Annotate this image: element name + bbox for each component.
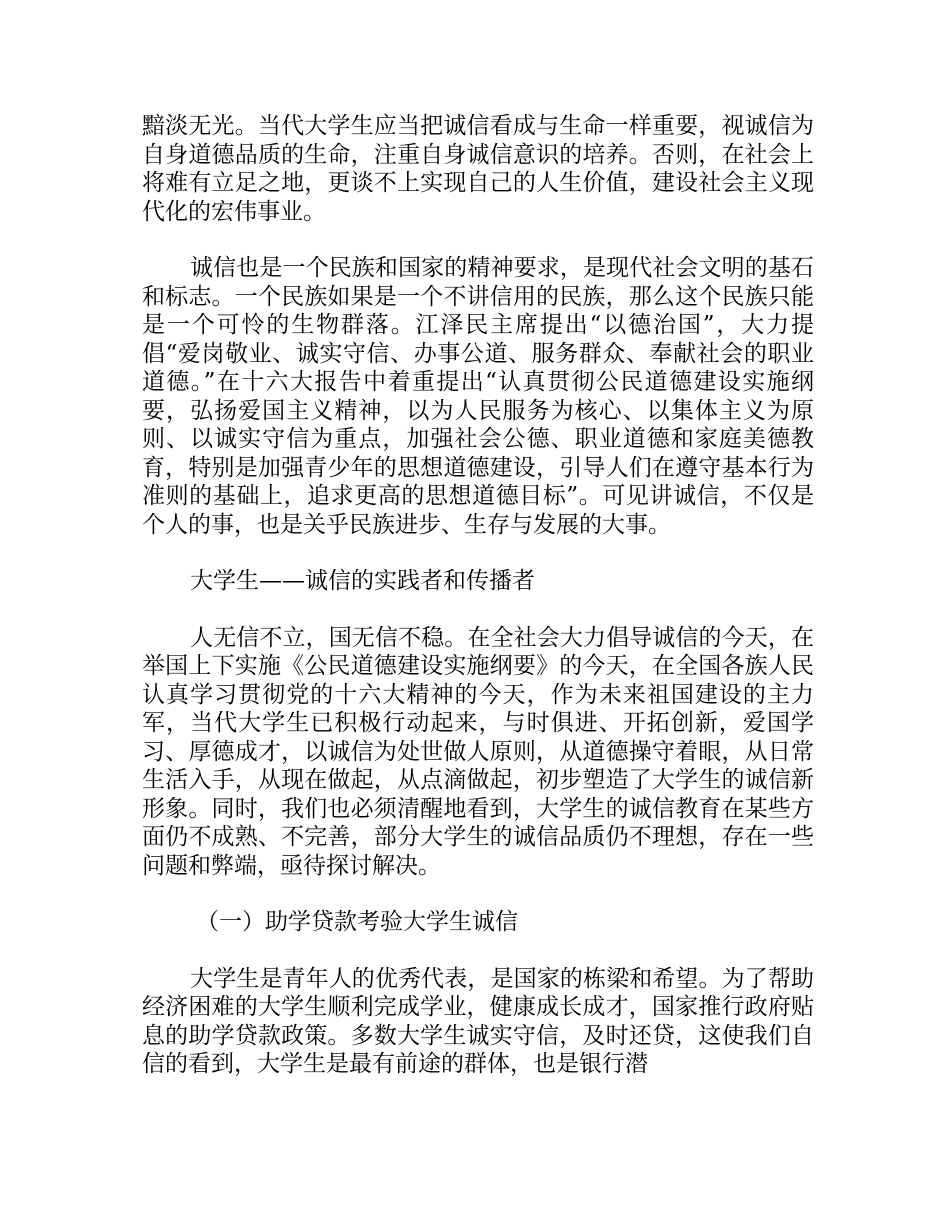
- paragraph-practice: 人无信不立，国无信不稳。在全社会大力倡导诚信的今天，在举国上下实施《公民道德建设实施纲要》的今天，在全国各族人民认真学习贯彻党的十六大精神的今天，作为未来祖国建设的主力军，当代大学生已积极行动起来，与时俱进、开拓创新，爱国学习、厚德成才，以诚信为处世做人原则，从道德操守着眼，从日常生活入手，从现在做起，从点滴做起，初步塑造了大学生的诚信新形象。同时，我们也必须清醒地看到，大学生的诚信教育在某些方面仍不成熟、不完善，部分大学生的诚信品质仍不理想，存在一些问题和弊端，亟待探讨解决。: [142, 624, 814, 879]
- paragraph-national-spirit: 诚信也是一个民族和国家的精神要求，是现代社会文明的基石和标志。一个民族如果是一个不讲信用的民族，那么这个民族只能是一个可怜的生物群落。江泽民主席提出“以德治国”，大力提倡“爱岗敬业、诚实守信、办事公道、服务群众、奉献社会的职业道德。”在十六大报告中着重提出“认真贯彻公民道德建设实施纲要，弘扬爱国主义精神，以为人民服务为核心、以集体主义为原则、以诚实守信为重点，加强社会公德、职业道德和家庭美德教育，特别是加强青少年的思想道德建设，引导人们在遵守基本行为准则的基础上，追求更高的思想道德目标”。可见讲诚信，不仅是个人的事，也是关乎民族进步、生存与发展的大事。: [142, 255, 814, 538]
- paragraph-student-loans: 大学生是青年人的优秀代表，是国家的栋梁和希望。为了帮助经济困难的大学生顺利完成学业，健康成长成才，国家推行政府贴息的助学贷款政策。多数大学生诚实守信，及时还贷，这使我们自信的看到，大学生是最有前途的群体，也是银行潜: [142, 965, 814, 1077]
- section-heading: 大学生——诚信的实践者和传播者: [190, 568, 535, 594]
- subsection-heading: （一）助学贷款考验大学生诚信: [196, 909, 518, 935]
- paragraph-continuation: 黯淡无光。当代大学生应当把诚信看成与生命一样重要，视诚信为自身道德品质的生命，注重自身诚信意识的培养。否则，在社会上将难有立足之地，更谈不上实现自己的人生价值，建设社会主义现代化的宏伟事业。: [142, 113, 814, 225]
- document-body: [142, 112, 814, 1107]
